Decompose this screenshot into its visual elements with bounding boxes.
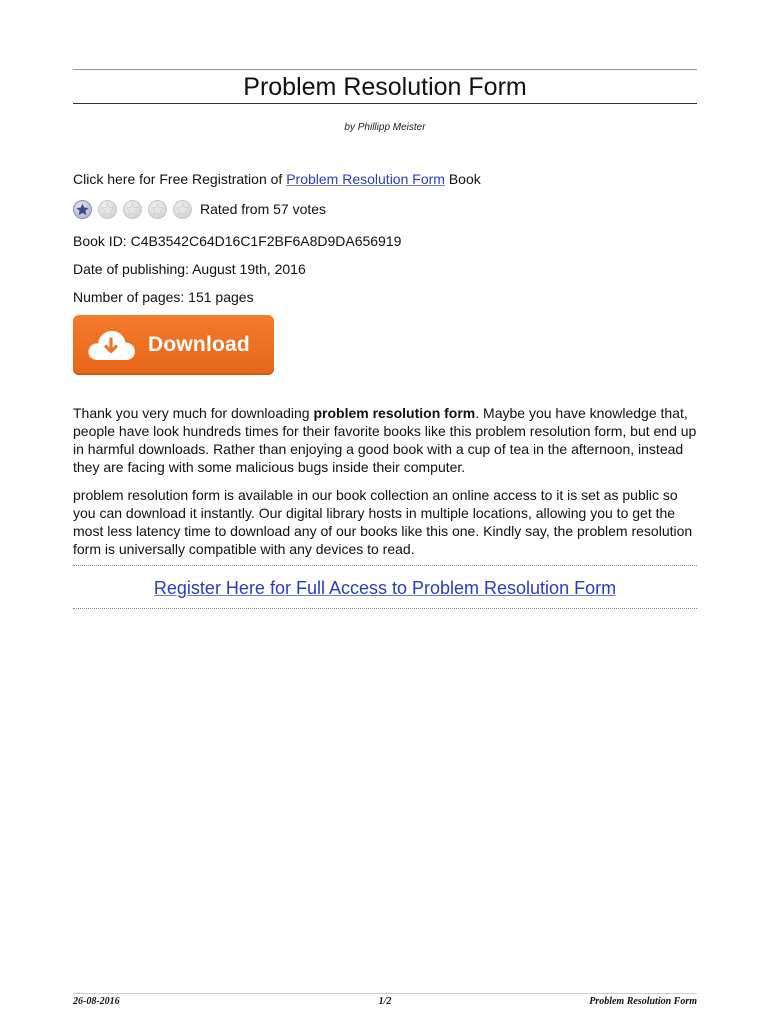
author-line: by Phillipp Meister bbox=[344, 122, 426, 133]
registration-suffix: Book bbox=[444, 171, 481, 187]
star-icon-2[interactable] bbox=[98, 200, 117, 219]
footer-date: 26-08-2016 bbox=[73, 996, 120, 1007]
intro-paragraph bbox=[73, 404, 697, 476]
footer-page-number: 1/2 bbox=[378, 996, 392, 1007]
star-icon-3[interactable] bbox=[123, 200, 142, 219]
star-icon-5[interactable] bbox=[173, 200, 192, 219]
register-section bbox=[73, 577, 697, 599]
intro-text-start: Thank you very much for downloading bbox=[73, 405, 314, 421]
footer-rule bbox=[73, 993, 697, 994]
registration-line bbox=[73, 170, 481, 188]
download-button[interactable] bbox=[73, 315, 274, 375]
registration-link[interactable]: Problem Resolution Form bbox=[286, 171, 445, 187]
register-link[interactable]: Register Here for Full Access to Problem Resolution Form bbox=[153, 578, 617, 598]
cloud-download-icon bbox=[86, 327, 136, 363]
page-footer bbox=[73, 996, 697, 1010]
title-rule bbox=[73, 103, 697, 104]
rating-text: Rated from 57 votes bbox=[200, 201, 327, 217]
dotted-divider-bottom bbox=[73, 608, 697, 609]
intro-bold-title: problem resolution form bbox=[313, 405, 476, 421]
footer-title: Problem Resolution Form bbox=[589, 996, 697, 1007]
star-icon-1[interactable] bbox=[73, 200, 92, 219]
dotted-divider-top bbox=[73, 565, 697, 566]
star-icon-4[interactable] bbox=[148, 200, 167, 219]
publish-date: Date of publishing: August 19th, 2016 bbox=[73, 261, 306, 277]
document-page bbox=[73, 0, 697, 1024]
document-title: Problem Resolution Form bbox=[243, 73, 527, 101]
rating-widget bbox=[73, 198, 326, 220]
intro-text-end: . Maybe you have knowledge that, people have look hundreds times for their favorite books like this problem resolution form, but end up in harmful downloads. Rather than enjoying a good book with a cup of tea in the afternoon, instead they are facing with some malicious bugs inside their computer. bbox=[73, 405, 697, 475]
availability-paragraph: problem resolution form is available in our book collection an online access to it is set as public so you can download it instantly. Our digital library hosts in multiple locations, allowing you to get the most less latency time to download any of our books like this one. Kindly say, the problem resolution form is universally compatible with any devices to read. bbox=[73, 487, 693, 557]
registration-prefix: Click here for Free Registration of bbox=[73, 171, 287, 187]
top-rule bbox=[73, 69, 697, 70]
page-count: Number of pages: 151 pages bbox=[73, 289, 254, 305]
book-id: Book ID: C4B3542C64D16C1F2BF6A8D9DA656919 bbox=[73, 233, 402, 249]
download-label: Download bbox=[148, 333, 250, 356]
